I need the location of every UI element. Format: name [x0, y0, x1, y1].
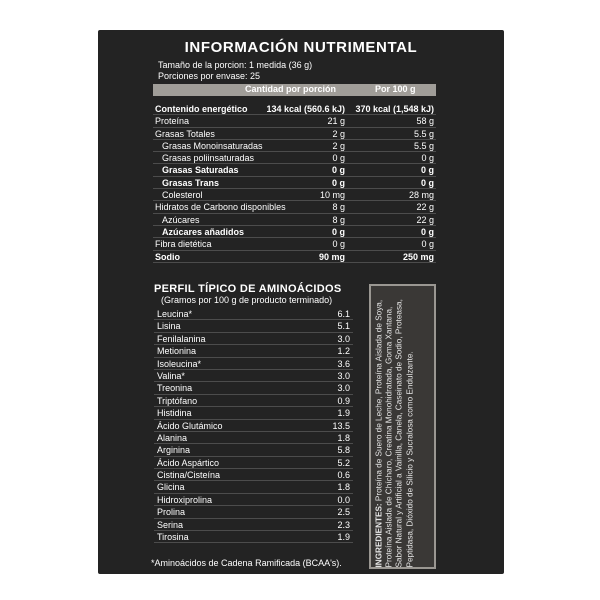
- nutrient-label: Grasas Saturadas: [162, 165, 239, 176]
- amino-label: Ácido Aspártico: [157, 457, 220, 468]
- nutrient-per-100g: 370 kcal (1,548 kJ): [355, 104, 434, 114]
- amino-row: [154, 469, 353, 481]
- nutrient-per-serving: 0 g: [331, 165, 345, 176]
- nutrient-per-serving: 90 mg: [318, 251, 345, 262]
- amino-row: [154, 506, 353, 518]
- nutrient-table: [153, 103, 436, 263]
- nutrient-row: [153, 226, 436, 238]
- nutrient-label: Grasas Totales: [155, 128, 215, 139]
- nutrient-row: [153, 140, 436, 152]
- nutrient-row: [153, 128, 436, 140]
- amino-value: 13.5: [332, 420, 350, 431]
- amino-value: 0.9: [337, 395, 350, 406]
- amino-row: [154, 444, 353, 456]
- amino-row: [154, 407, 353, 419]
- nutrient-per-serving: 8 g: [332, 214, 345, 225]
- amino-label: Metionina: [157, 346, 197, 357]
- nutrient-per-serving: 2 g: [332, 128, 345, 139]
- nutrient-per-100g: 22 g: [416, 214, 434, 225]
- amino-label: Histidina: [157, 408, 192, 419]
- amino-row: [154, 494, 353, 506]
- nutrient-per-serving: 134 kcal (560.6 kJ): [266, 104, 345, 114]
- amino-row: [154, 308, 353, 320]
- nutrient-per-100g: 5.5 g: [413, 140, 434, 151]
- nutrient-per-serving: 0 g: [331, 177, 345, 188]
- amino-row: [154, 370, 353, 382]
- nutrient-per-100g: 250 mg: [402, 251, 434, 262]
- amino-value: 3.0: [337, 370, 350, 381]
- amino-value: 3.6: [337, 358, 350, 369]
- amino-value: 2.5: [337, 507, 350, 518]
- amino-row: [154, 358, 353, 370]
- header-per-100g: Por 100 g: [375, 84, 416, 94]
- amino-row: [154, 519, 353, 531]
- ingredients-list: Proteína de Suero de Leche, Proteína Aislada de Soya, Proteína Aislada de Chícharo, Creatina Monohidratada, Goma Xantana, Sabor Natural y Artificial a Vainilla, Canela, Caseinato de Sodio, Proteasa, Peptidasa, Dióxido de Silicio y Sucralosa como Endulzante.: [374, 298, 415, 567]
- nutrient-label: Grasas Monoinsaturadas: [162, 140, 263, 151]
- nutrient-label: Sodio: [155, 251, 180, 262]
- serving-size: Tamaño de la porcion: 1 medida (36 g): [158, 60, 313, 70]
- amino-label: Treonina: [157, 383, 193, 394]
- amino-row: [154, 395, 353, 407]
- nutrient-row: [153, 152, 436, 164]
- amino-row: [154, 420, 353, 432]
- amino-value: 5.8: [337, 445, 350, 456]
- nutrient-row: [153, 201, 436, 213]
- amino-value: 6.1: [337, 309, 350, 319]
- nutrient-row: [153, 177, 436, 189]
- nutrient-label: Hidratos de Carbono disponibles: [155, 202, 286, 213]
- nutrient-label: Grasas poliinsaturadas: [162, 153, 255, 164]
- amino-label: Alanina: [157, 432, 188, 443]
- amino-value: 5.1: [337, 321, 350, 332]
- amino-value: 0.0: [337, 494, 350, 505]
- amino-value: 1.9: [337, 532, 350, 543]
- amino-profile-subtitle: (Gramos por 100 g de producto terminado): [161, 295, 333, 305]
- nutrient-per-serving: 0 g: [331, 226, 345, 237]
- nutrient-per-100g: 22 g: [416, 202, 434, 213]
- bcaa-footnote: *Aminoácidos de Cadena Ramificada (BCAA's).: [151, 558, 342, 568]
- amino-label: Lisina: [157, 321, 181, 332]
- nutrient-per-serving: 2 g: [332, 140, 345, 151]
- nutrient-per-100g: 0 g: [421, 239, 434, 250]
- amino-value: 1.9: [337, 408, 350, 419]
- amino-value: 5.2: [337, 457, 350, 468]
- nutrient-row: [153, 164, 436, 176]
- amino-row: [154, 345, 353, 357]
- nutrient-per-100g: 0 g: [420, 177, 434, 188]
- amino-label: Triptófano: [157, 395, 198, 406]
- servings-per-container: Porciones por envase: 25: [158, 71, 261, 81]
- amino-row: [154, 481, 353, 493]
- amino-label: Leucina*: [157, 309, 193, 319]
- nutrient-row: [153, 238, 436, 250]
- nutrient-label: Grasas Trans: [162, 177, 220, 188]
- nutrient-row: [153, 103, 436, 115]
- amino-label: Glicina: [157, 482, 185, 493]
- nutrient-label: Fibra dietética: [155, 239, 212, 250]
- amino-row: [154, 333, 353, 345]
- nutrient-label: Azúcares añadidos: [162, 226, 245, 237]
- amino-value: 2.3: [337, 519, 350, 530]
- amino-label: Serina: [157, 519, 184, 530]
- nutrient-per-serving: 21 g: [327, 116, 345, 127]
- amino-label: Ácido Glutámico: [157, 420, 223, 431]
- amino-value: 3.0: [337, 383, 350, 394]
- nutrient-row: [153, 189, 436, 201]
- nutrition-label: [98, 30, 504, 574]
- nutrient-per-100g: 28 mg: [408, 190, 434, 201]
- amino-label: Tirosina: [157, 532, 189, 543]
- ingredients-label: INGREDIENTES:: [374, 502, 384, 567]
- nutrient-label: Proteína: [155, 116, 190, 127]
- nutrient-per-serving: 0 g: [332, 239, 345, 250]
- amino-row: [154, 320, 353, 332]
- amino-row: [154, 432, 353, 444]
- nutrient-per-100g: 0 g: [421, 153, 434, 164]
- amino-value: 1.8: [337, 432, 350, 443]
- amino-profile-title: PERFIL TÍPICO DE AMINOÁCIDOS: [154, 283, 342, 295]
- nutrient-label: Azúcares: [162, 214, 200, 225]
- nutrient-row: [153, 251, 436, 263]
- amino-label: Hidroxiprolina: [157, 494, 213, 505]
- label-title: INFORMACIÓN NUTRIMENTAL: [184, 39, 418, 56]
- nutrient-per-serving: 0 g: [332, 153, 345, 164]
- nutrient-per-100g: 58 g: [416, 116, 434, 127]
- nutrient-row: [153, 214, 436, 226]
- ingredients-text: [375, 290, 435, 567]
- nutrient-row: [153, 115, 436, 127]
- amino-label: Isoleucina*: [157, 358, 202, 369]
- amino-label: Fenilalanina: [157, 333, 206, 344]
- amino-value: 0.6: [337, 470, 350, 481]
- nutrient-per-100g: 0 g: [420, 165, 434, 176]
- header-per-serving: Cantidad por porción: [245, 84, 336, 94]
- amino-value: 1.8: [337, 482, 350, 493]
- nutrient-label: Colesterol: [162, 190, 203, 201]
- ingredients-box: [369, 284, 436, 569]
- amino-label: Valina*: [157, 370, 185, 381]
- amino-label: Prolina: [157, 507, 186, 518]
- nutrient-label: Contenido energético: [155, 104, 248, 114]
- amino-label: Arginina: [157, 445, 191, 456]
- amino-value: 1.2: [337, 346, 350, 357]
- amino-row: [154, 531, 353, 543]
- amino-row: [154, 382, 353, 394]
- amino-row: [154, 457, 353, 469]
- amino-value: 3.0: [337, 333, 350, 344]
- nutrient-per-serving: 10 mg: [319, 190, 345, 201]
- nutrient-per-100g: 5.5 g: [413, 128, 434, 139]
- nutrient-per-100g: 0 g: [420, 226, 434, 237]
- amino-table: [154, 308, 353, 543]
- nutrient-table-header: [153, 84, 436, 96]
- amino-label: Cistina/Cisteína: [157, 470, 221, 481]
- nutrient-per-serving: 8 g: [332, 202, 345, 213]
